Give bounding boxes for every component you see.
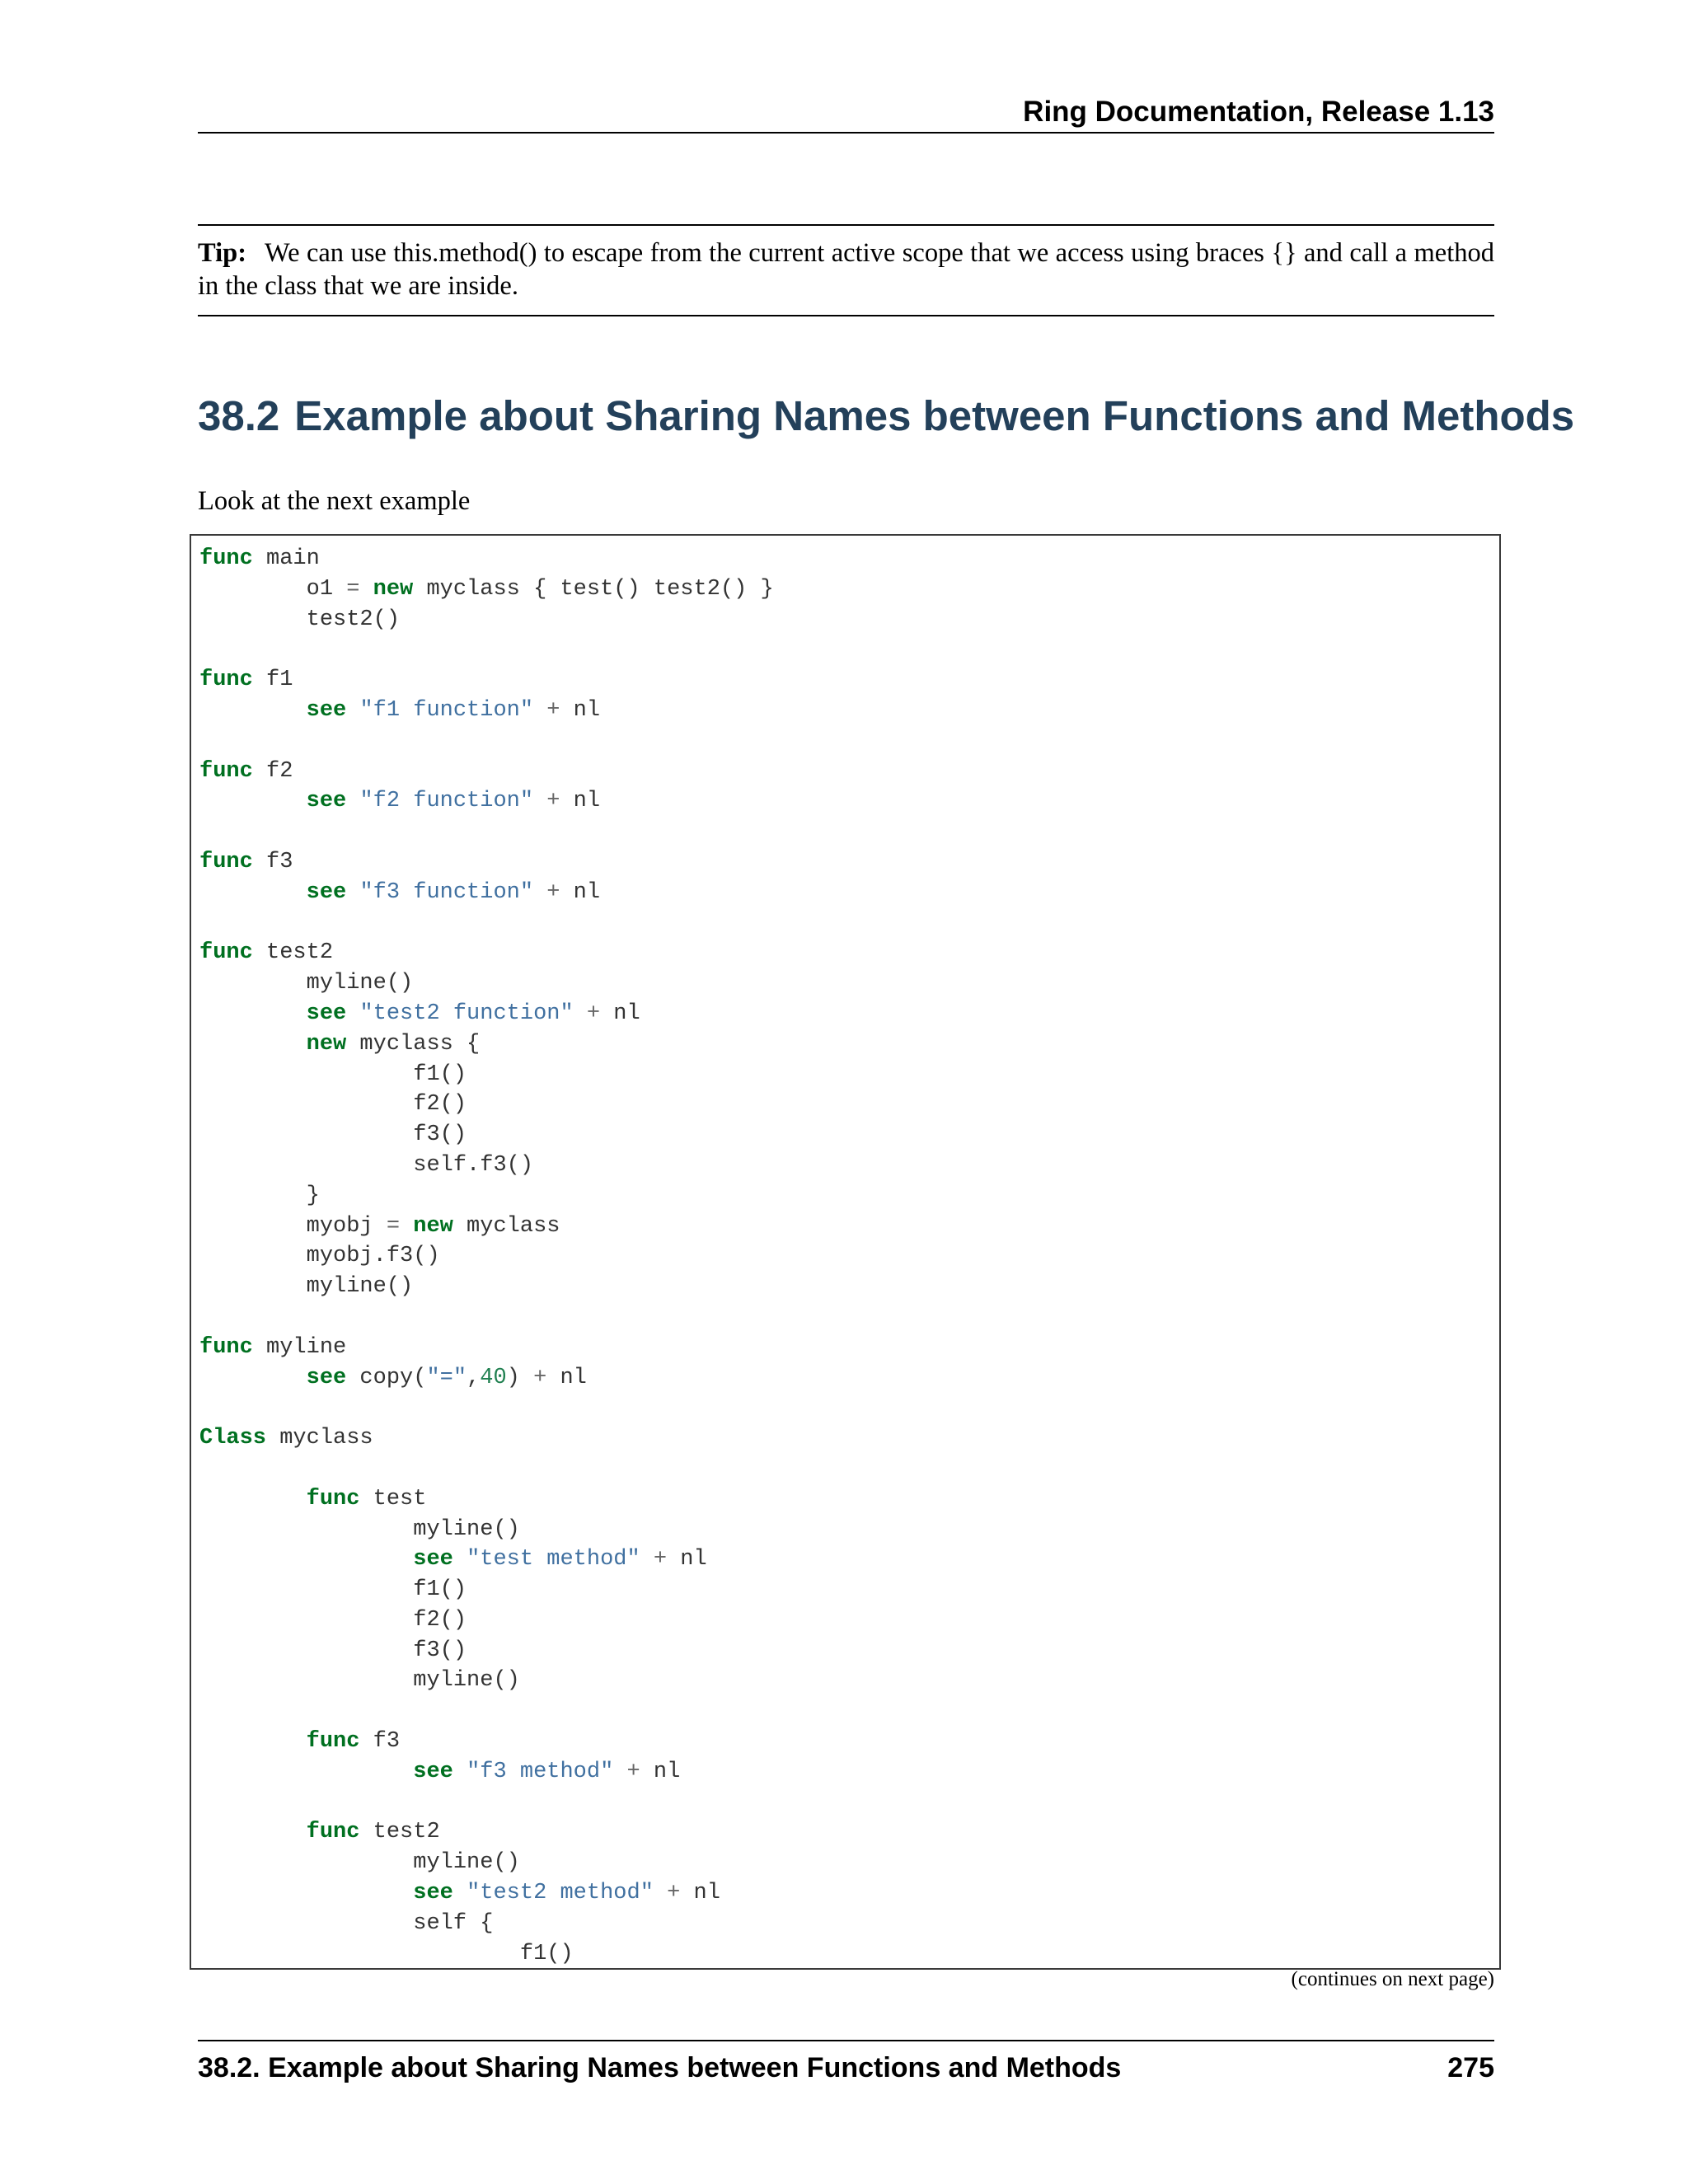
tip-text: We can use this.method() to escape from the current active scope that we access using braces {} and call a method in the class that we are inside. [198,238,1494,301]
tip-box [198,224,1494,316]
section-heading [198,387,1575,445]
running-header: Ring Documentation, Release 1.13 [198,92,1494,134]
code-listing: func main o1 = new myclass { test() test2() } test2() func f1 see "f1 function" + nl func f2 see "f2 function" + nl func f3 see "f3 function" + nl func test2 myline() see "test2 function" + nl new myclass { f1() f2() f3() self.f3() } myobj = new myclass myobj.f3() myline() func myline see copy("=",40) + nl Class myclass func test myline() see "test method" + nl f1() f2() f3() myline() func f3 see "f3 method" + nl func test2 myline() see "test2 method" + nl self { f1() [199,546,774,1966]
footer-section-title: 38.2. Example about Sharing Names between Functions and Methods [198,2052,1122,2083]
code-block [190,534,1501,1970]
tip-label: Tip: [198,238,247,268]
page-number: 275 [1447,2052,1494,2083]
section-intro: Look at the next example [198,486,471,516]
page-footer [198,2040,1494,2086]
section-number: 38.2 [198,392,280,439]
section-title-text: Example about Sharing Names between Functions and Methods [294,392,1575,439]
continues-note: (continues on next page) [1291,1968,1494,1990]
